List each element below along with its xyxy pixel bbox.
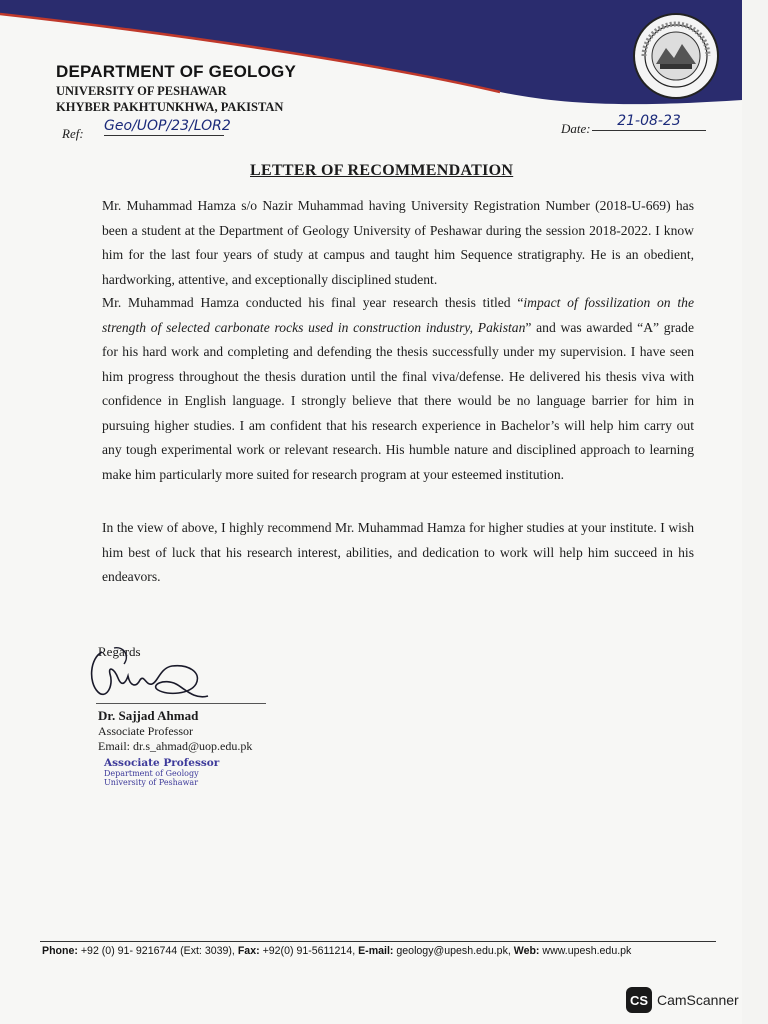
footer-divider — [40, 941, 716, 942]
paragraph-2-start: Mr. Muhammad Hamza conducted his final year research thesis titled “ — [102, 295, 524, 310]
camscanner-name: CamScanner — [657, 992, 739, 1008]
department-name: DEPARTMENT OF GEOLOGY — [56, 62, 297, 81]
paragraph-2 — [102, 291, 694, 487]
university-name: UNIVERSITY OF PESHAWAR — [56, 84, 227, 98]
email-value: geology@upesh.edu.pk, — [396, 945, 511, 957]
university-seal-icon — [632, 12, 720, 100]
fax-label: Fax: — [237, 945, 260, 957]
signatory-name: Dr. Sajjad Ahmad — [98, 708, 199, 723]
fax-value: +92(0) 91-5611214, — [262, 945, 356, 957]
stamp-line-2: Department of Geology — [104, 769, 199, 778]
email-label: E-mail: — [358, 945, 394, 957]
camscanner-logo-icon: CS — [626, 987, 652, 1013]
signatory-email: Email: dr.s_ahmad@uop.edu.pk — [98, 739, 253, 753]
web-value: www.upesh.edu.pk — [542, 945, 632, 957]
letter-title: LETTER OF RECOMMENDATION — [250, 162, 514, 179]
regards-text: Regards — [98, 644, 141, 659]
handwritten-signature — [84, 638, 224, 713]
official-stamp — [104, 757, 219, 787]
footer-contact — [42, 945, 722, 957]
stamp-line-3: University of Peshawar — [104, 778, 199, 787]
ref-label: Ref: — [62, 126, 84, 141]
stamp-line-1: Associate Professor — [104, 757, 220, 769]
paragraph-3: In the view of above, I highly recommend Mr. Muhammad Hamza for higher studies at your institute. I wish him best of luck that his research interest, abilities, and dedication to work will help him succeed in his endeavors. — [102, 520, 694, 584]
signatory-title: Associate Professor — [98, 724, 193, 738]
paragraph-1: Mr. Muhammad Hamza s/o Nazir Muhammad having University Registration Number (2018-U-669) has been a student at the Department of Geology University of Peshawar during the session 2018-2022. I know him for the last four years of study at campus and taught him Sequence stratigraphy. He is an obedient, hardworking, attentive, and exceptionally disciplined student. — [102, 198, 694, 287]
camscanner-watermark — [626, 987, 739, 1013]
web-label: Web: — [513, 945, 540, 957]
ref-value: Geo/UOP/23/LOR2 — [104, 118, 231, 134]
phone-value: +92 (0) 91- 9216744 (Ext: 3039), — [80, 945, 235, 957]
date-label: Date: — [561, 121, 591, 136]
signature-line — [96, 703, 266, 704]
paragraph-2-end: ” and was awarded “A” grade for his hard work and completing and defending the thesis successfully under my supervision. I have seen him progress throughout the thesis duration until the final viva/defense. He delivered his thesis viva with confidence in English language. I strongly believe that there would be no language barrier for him in pursuing higher studies. I am confident that his research experience in Bachelor’s will help him carry out any tough experimental work or relevant research. His humble nature and disciplined approach to learning make him particularly more suited for research program at your esteemed institution. — [102, 319, 694, 482]
province-name: KHYBER PAKHTUNKHWA, PAKISTAN — [56, 100, 284, 114]
thesis-title: impact of fossilization on the strength of selected carbonate rocks used in construction industry, Pakistan — [102, 295, 694, 335]
phone-label: Phone: — [42, 945, 78, 957]
date-value: 21-08-23 — [592, 113, 706, 131]
